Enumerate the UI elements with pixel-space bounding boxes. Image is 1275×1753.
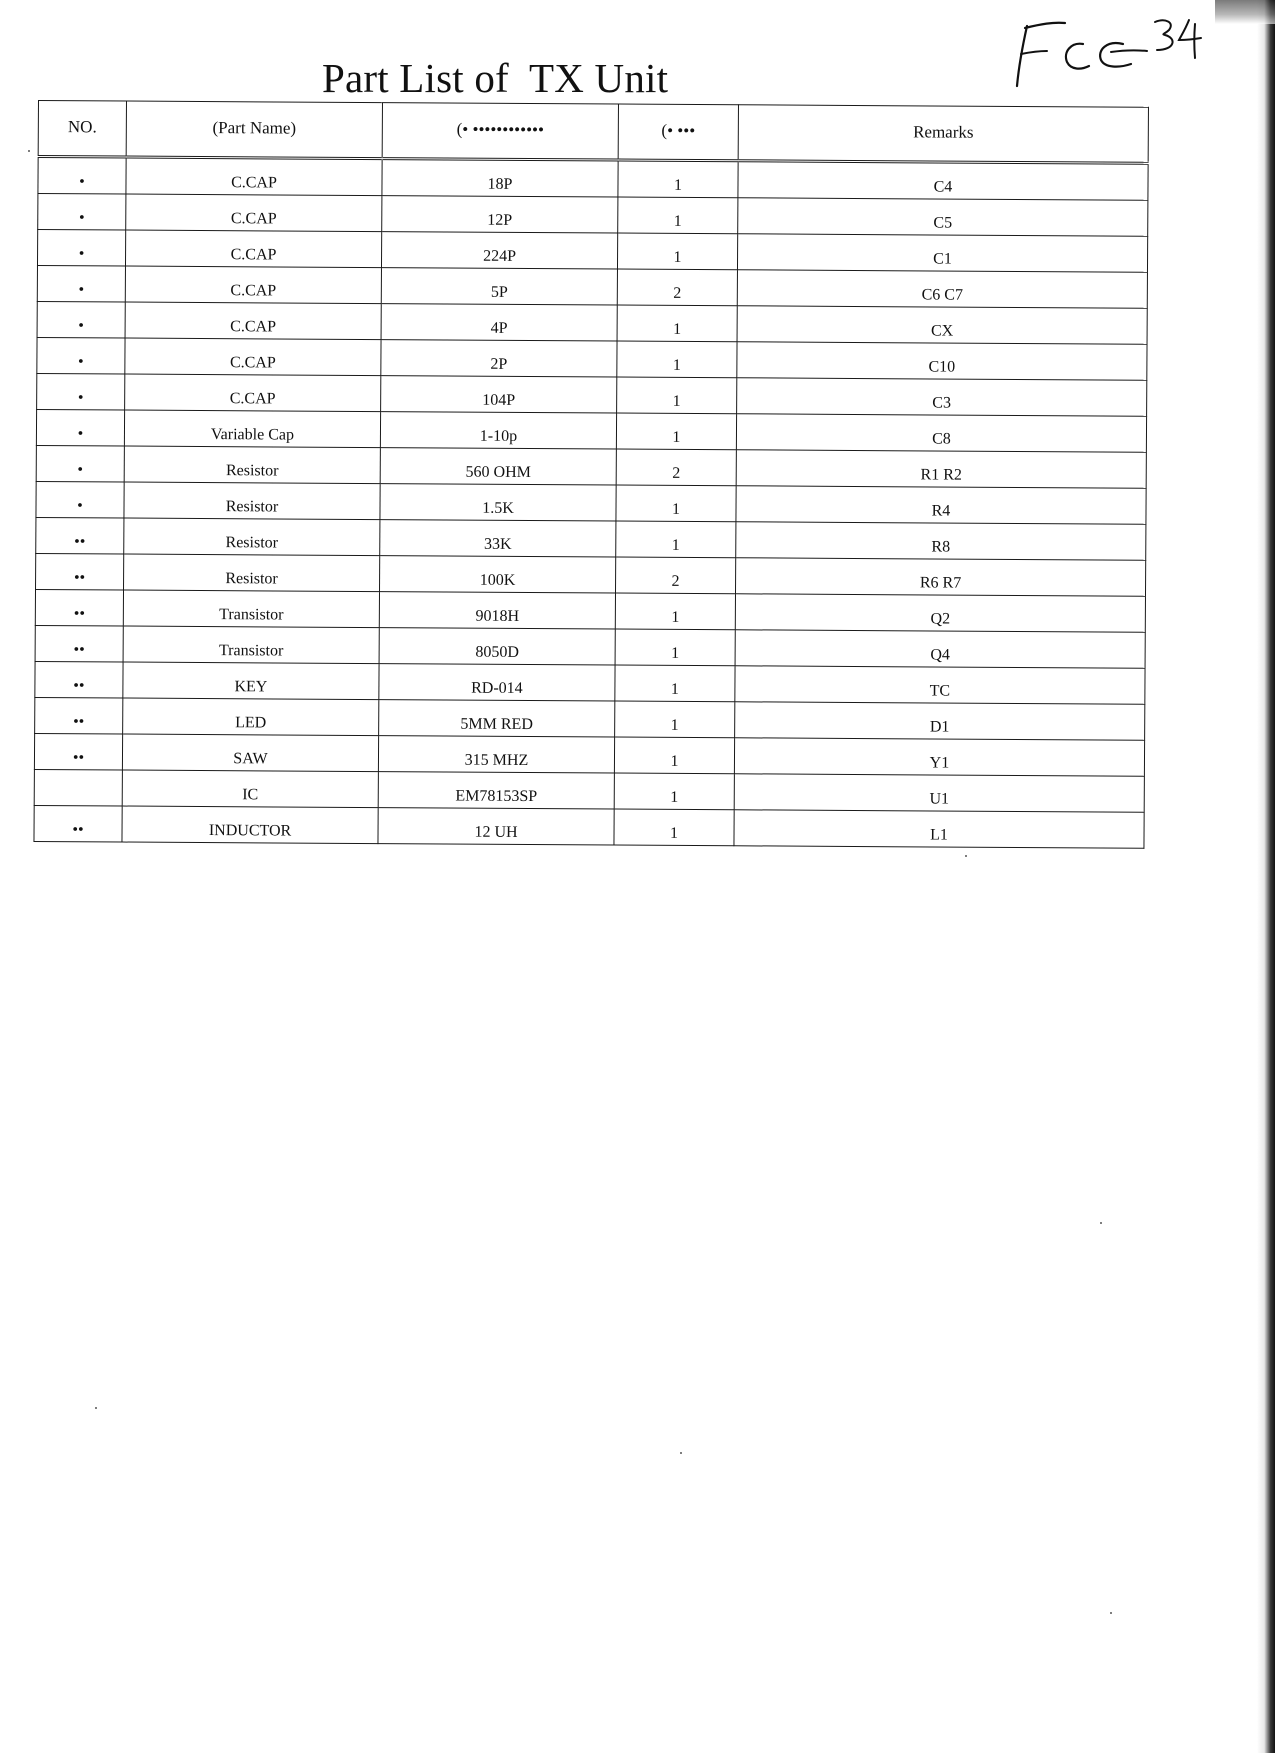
cell-no: •• bbox=[34, 805, 122, 842]
cell-no: • bbox=[36, 481, 124, 518]
cell-no: • bbox=[38, 157, 126, 195]
cell-part-name: Variable Cap bbox=[124, 410, 380, 448]
cell-no: •• bbox=[34, 733, 122, 770]
cell-no: •• bbox=[35, 589, 123, 626]
scan-corner-shadow bbox=[1215, 0, 1275, 24]
cell-part-name: C.CAP bbox=[125, 374, 381, 412]
cell-remarks: R8 bbox=[736, 522, 1146, 561]
cell-remarks: TC bbox=[735, 666, 1145, 705]
cell-remarks: CX bbox=[737, 306, 1147, 345]
cell-remarks: C6 C7 bbox=[737, 270, 1147, 309]
cell-part-name: Resistor bbox=[124, 554, 380, 592]
cell-part-name: C.CAP bbox=[125, 266, 381, 304]
cell-remarks: R1 R2 bbox=[736, 450, 1146, 489]
table-header-row bbox=[38, 101, 1148, 164]
cell-no: • bbox=[38, 194, 126, 231]
cell-qty: 1 bbox=[617, 341, 737, 378]
cell-remarks: R4 bbox=[736, 486, 1146, 525]
cell-spec: 18P bbox=[382, 159, 618, 197]
cell-qty: 1 bbox=[615, 593, 735, 630]
cell-spec: 2P bbox=[381, 340, 617, 377]
cell-qty: 1 bbox=[616, 485, 736, 522]
cell-qty: 1 bbox=[618, 197, 738, 234]
cell-no: •• bbox=[35, 697, 123, 734]
cell-part-name: Transistor bbox=[123, 626, 379, 664]
table-row bbox=[34, 805, 1144, 848]
cell-part-name: IC bbox=[122, 770, 378, 808]
cell-qty: 1 bbox=[614, 737, 734, 774]
cell-no: • bbox=[37, 337, 125, 374]
cell-part-name: KEY bbox=[123, 662, 379, 700]
scan-speck bbox=[680, 1452, 682, 1454]
cell-remarks: L1 bbox=[734, 810, 1144, 849]
cell-qty: 2 bbox=[616, 449, 736, 486]
cell-remarks: R6 R7 bbox=[735, 558, 1145, 597]
cell-qty: 1 bbox=[618, 160, 738, 198]
cell-remarks: C10 bbox=[737, 342, 1147, 381]
cell-part-name: Resistor bbox=[124, 518, 380, 556]
cell-part-name: Resistor bbox=[124, 482, 380, 520]
cell-spec: 12P bbox=[382, 196, 618, 233]
cell-part-name: LED bbox=[123, 698, 379, 736]
cell-qty: 1 bbox=[616, 413, 736, 450]
cell-qty: 2 bbox=[615, 557, 735, 594]
cell-no bbox=[34, 769, 122, 806]
cell-qty: 1 bbox=[617, 233, 737, 270]
cell-remarks: Y1 bbox=[734, 738, 1144, 777]
document-title: Part List of TX Unit bbox=[322, 55, 669, 101]
cell-part-name: C.CAP bbox=[125, 230, 381, 268]
cell-no: •• bbox=[36, 553, 124, 590]
cell-no: • bbox=[37, 301, 125, 338]
cell-no: • bbox=[36, 409, 124, 446]
cell-no: •• bbox=[35, 661, 123, 698]
cell-spec: 104P bbox=[381, 376, 617, 413]
cell-no: • bbox=[37, 265, 125, 302]
cell-spec: 9018H bbox=[379, 592, 615, 629]
scan-speck bbox=[1100, 1222, 1102, 1224]
cell-spec: 12 UH bbox=[378, 808, 614, 845]
cell-remarks: C1 bbox=[737, 234, 1147, 273]
cell-qty: 1 bbox=[615, 629, 735, 666]
scan-edge-shadow bbox=[1257, 0, 1275, 1753]
header-part-name: (Part Name) bbox=[126, 101, 382, 159]
cell-spec: 4P bbox=[381, 304, 617, 341]
cell-qty: 2 bbox=[617, 269, 737, 306]
cell-spec: 5P bbox=[381, 268, 617, 305]
cell-spec: 560 OHM bbox=[380, 448, 616, 485]
cell-qty: 1 bbox=[617, 377, 737, 414]
cell-spec: 315 MHZ bbox=[378, 736, 614, 773]
cell-remarks: D1 bbox=[735, 702, 1145, 741]
scan-speck bbox=[1110, 1612, 1112, 1614]
cell-qty: 1 bbox=[615, 701, 735, 738]
cell-remarks: C5 bbox=[738, 198, 1148, 237]
cell-part-name: C.CAP bbox=[125, 338, 381, 376]
cell-part-name: C.CAP bbox=[125, 302, 381, 340]
cell-spec: EM78153SP bbox=[378, 772, 614, 809]
scan-speck bbox=[965, 855, 967, 857]
cell-spec: 5MM RED bbox=[379, 700, 615, 737]
header-spec: (• •••••••••••• bbox=[382, 103, 618, 160]
cell-qty: 1 bbox=[615, 665, 735, 702]
cell-spec: 1.5K bbox=[380, 484, 616, 521]
cell-no: •• bbox=[36, 517, 124, 554]
cell-spec: 224P bbox=[381, 232, 617, 269]
cell-remarks: C3 bbox=[737, 378, 1147, 417]
cell-part-name: C.CAP bbox=[126, 157, 382, 196]
cell-no: • bbox=[37, 230, 125, 267]
cell-remarks: Q4 bbox=[735, 630, 1145, 669]
handwritten-note-fcc-34 bbox=[1005, 14, 1205, 94]
cell-spec: 100K bbox=[380, 556, 616, 593]
cell-part-name: C.CAP bbox=[126, 194, 382, 232]
cell-part-name: SAW bbox=[122, 734, 378, 772]
cell-remarks: U1 bbox=[734, 774, 1144, 813]
cell-spec: RD-014 bbox=[379, 664, 615, 701]
cell-qty: 1 bbox=[614, 773, 734, 810]
cell-part-name: Resistor bbox=[124, 446, 380, 484]
cell-part-name: Transistor bbox=[123, 590, 379, 628]
cell-remarks: Q2 bbox=[735, 594, 1145, 633]
parts-table bbox=[33, 100, 1149, 849]
cell-qty: 1 bbox=[616, 521, 736, 558]
cell-spec: 1-10p bbox=[380, 412, 616, 449]
cell-qty: 1 bbox=[614, 809, 734, 846]
cell-no: • bbox=[37, 373, 125, 410]
table-body bbox=[34, 157, 1148, 849]
cell-no: • bbox=[36, 445, 124, 482]
cell-part-name: INDUCTOR bbox=[122, 806, 378, 844]
cell-spec: 8050D bbox=[379, 628, 615, 665]
scan-speck bbox=[28, 150, 30, 152]
scan-speck bbox=[95, 1407, 97, 1409]
header-qty: (• ••• bbox=[618, 104, 738, 161]
cell-qty: 1 bbox=[617, 305, 737, 342]
cell-remarks: C4 bbox=[738, 161, 1148, 201]
cell-no: •• bbox=[35, 625, 123, 662]
header-remarks: Remarks bbox=[738, 105, 1148, 164]
cell-remarks: C8 bbox=[736, 414, 1146, 453]
header-no: NO. bbox=[38, 101, 126, 158]
cell-spec: 33K bbox=[380, 520, 616, 557]
